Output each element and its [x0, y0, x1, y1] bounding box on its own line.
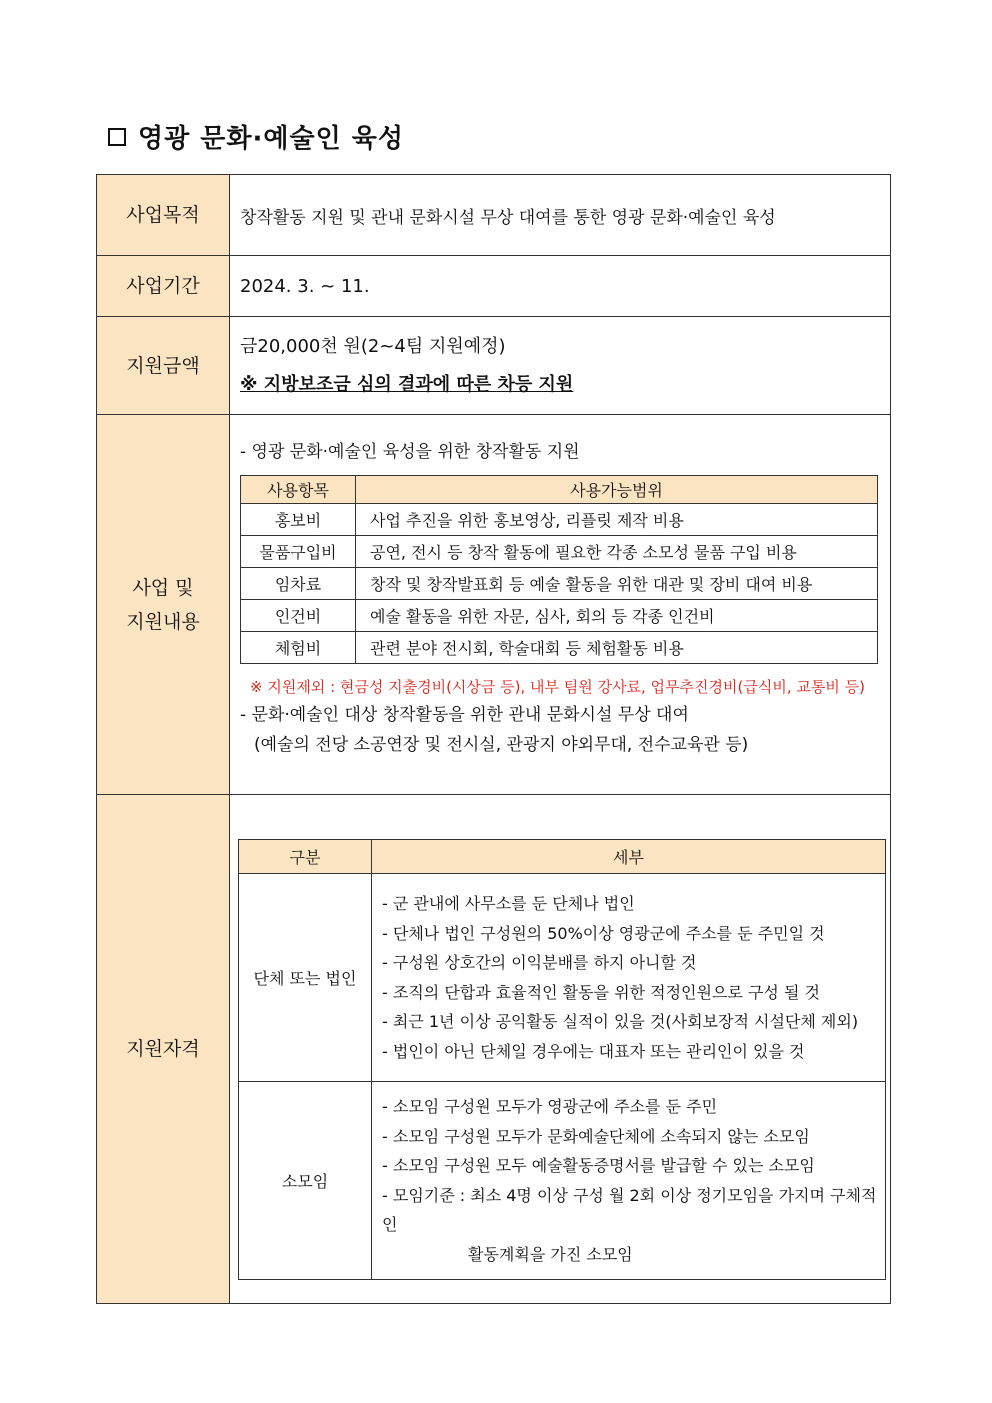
label-qualification: 지원자격 — [97, 795, 230, 1304]
amount-cell — [230, 317, 891, 415]
row-qualification — [97, 795, 891, 1304]
usage-header-item: 사용항목 — [241, 476, 356, 504]
qual-detail-item: - 모임기준 : 최소 4명 이상 구성 월 2회 이상 정기모임을 가지며 구체적인 — [382, 1185, 877, 1234]
qual-detail-item: - 군 관내에 사무소를 둔 단체나 법인 — [382, 894, 635, 913]
usage-item: 물품구입비 — [241, 536, 356, 568]
support-intro: - 영광 문화·예술인 육성을 위한 창작활동 지원 — [240, 442, 580, 462]
usage-range: 창작 및 창작발표회 등 예술 활동을 위한 대관 및 장비 대여 비용 — [356, 568, 878, 600]
usage-range: 사업 추진을 위한 홍보영상, 리플릿 제작 비용 — [356, 504, 878, 536]
checkbox-square-icon — [108, 128, 126, 146]
qual-category: 소모임 — [239, 1082, 372, 1280]
row-amount — [97, 317, 891, 415]
table-row — [239, 874, 886, 1082]
facility-line: - 문화·예술인 대상 창작활동을 위한 관내 문화시설 무상 대여 — [240, 705, 689, 725]
label-amount: 지원금액 — [97, 317, 230, 415]
qual-header-detail: 세부 — [372, 840, 886, 874]
page-title-text: 영광 문화·예술인 육성 — [138, 124, 405, 154]
exclusion-note: ※ 지원제외 : 현금성 지출경비(시상금 등), 내부 팀원 강사료, 업무추진경비(급식비, 교통비 등) — [250, 678, 865, 696]
qual-category: 단체 또는 법인 — [239, 874, 372, 1082]
qualification-cell — [230, 795, 891, 1304]
page-title — [108, 118, 404, 155]
qual-detail-item: - 소모임 구성원 모두가 문화예술단체에 소속되지 않는 소모임 — [382, 1126, 810, 1146]
qual-details — [372, 874, 886, 1082]
amount-line: 금20,000천 원(2~4팀 지원예정) — [240, 335, 506, 357]
purpose-text: 창작활동 지원 및 관내 문화시설 무상 대여를 통한 영광 문화·예술인 육성 — [230, 175, 891, 256]
usage-table — [240, 475, 878, 664]
content-cell — [230, 415, 891, 795]
label-content-line1: 사업 및 — [132, 576, 194, 599]
qual-detail-item: - 소모임 구성원 모두 예술활동증명서를 발급할 수 있는 소모임 — [382, 1156, 815, 1175]
amount-note: ※ 지방보조금 심의 결과에 따른 차등 지원 — [240, 373, 574, 395]
usage-range: 예술 활동을 위한 자문, 심사, 회의 등 각종 인건비 — [356, 600, 878, 632]
usage-range: 공연, 전시 등 창작 활동에 필요한 각종 소모성 물품 구입 비용 — [356, 536, 878, 568]
usage-item: 홍보비 — [241, 504, 356, 536]
period-text: 2024. 3. ~ 11. — [230, 256, 891, 317]
table-row — [241, 568, 878, 600]
usage-item: 체험비 — [241, 632, 356, 664]
row-purpose — [97, 175, 891, 256]
label-period: 사업기간 — [97, 256, 230, 317]
qual-header-category: 구분 — [239, 840, 372, 874]
table-row — [241, 632, 878, 664]
usage-item: 임차료 — [241, 568, 356, 600]
usage-header-range: 사용가능범위 — [356, 476, 878, 504]
label-content-line2: 지원내용 — [126, 610, 200, 633]
table-row — [241, 504, 878, 536]
business-overview-table — [96, 174, 891, 1304]
usage-item: 인건비 — [241, 600, 356, 632]
qualification-table-header — [239, 840, 886, 874]
label-content — [97, 415, 230, 795]
label-purpose: 사업목적 — [97, 175, 230, 256]
qual-detail-item: - 소모임 구성원 모두가 영광군에 주소를 둔 주민 — [382, 1097, 718, 1116]
usage-range: 관련 분야 전시회, 학술대회 등 체험활동 비용 — [356, 632, 878, 664]
qual-details — [372, 1082, 886, 1280]
table-row — [241, 536, 878, 568]
usage-table-header — [241, 476, 878, 504]
qual-detail-item: - 구성원 상호간의 이익분배를 하지 아니할 것 — [382, 953, 697, 972]
qual-detail-item: - 조직의 단합과 효율적인 활동을 위한 적정인원으로 구성 될 것 — [382, 982, 820, 1002]
table-row — [239, 1082, 886, 1280]
qual-detail-continuation: 활동계획을 가진 소모임 — [468, 1244, 633, 1264]
row-content — [97, 415, 891, 795]
qual-detail-item: - 최근 1년 이상 공익활동 실적이 있을 것(사회보장적 시설단체 제외) — [382, 1012, 859, 1031]
qual-detail-item: - 법인이 아닌 단체일 경우에는 대표자 또는 관리인이 있을 것 — [382, 1041, 805, 1061]
qual-detail-item: - 단체나 법인 구성원의 50%이상 영광군에 주소를 둔 주민일 것 — [382, 923, 825, 943]
table-row — [241, 600, 878, 632]
facility-examples: (예술의 전당 소공연장 및 전시실, 관광지 야외무대, 전수교육관 등) — [254, 735, 749, 755]
row-period — [97, 256, 891, 317]
qualification-table — [238, 839, 886, 1280]
